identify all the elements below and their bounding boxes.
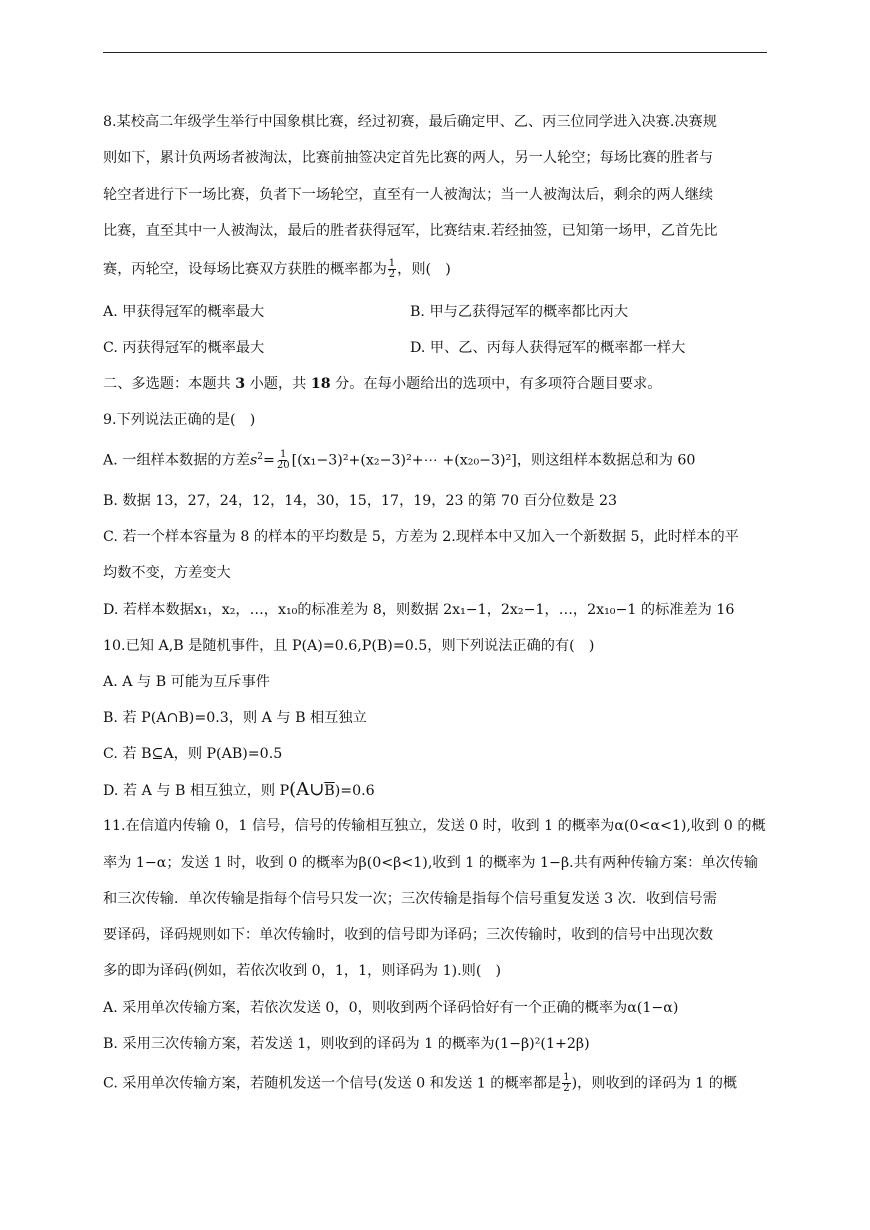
q11-line-4: 要译码，译码规则如下：单次传输时，收到的信号即为译码；三次传输时，收到的信号中出现次数 (103, 927, 714, 943)
q8-option-c: C. 丙获得冠军的概率最大 (103, 340, 265, 356)
q11-option-b: B. 采用三次传输方案，若发送 1，则收到的译码为 1 的概率为(1−β)²(1+2β) (103, 1036, 590, 1052)
q8-line-5-text: 赛，丙轮空，设每场比赛双方获胜的概率都为 (103, 261, 387, 278)
q8-line-1: 8.某校高二年级学生举行中国象棋比赛，经过初赛，最后确定甲、乙、丙三位同学进入决赛.决赛规 (103, 114, 717, 130)
section-2-count: 3 (235, 376, 246, 392)
q9-option-b: B. 数据 13，27，24，12，14，30，15，17，19，23 的第 70 百分位数是 23 (103, 493, 618, 509)
q9-a-tail: ，则这组样本数据总和为 60 (516, 452, 696, 469)
q8-line-5-tail: ，则( ) (397, 261, 451, 278)
q10-d-union: (A∪ (289, 779, 325, 800)
q11-line-5: 多的即为译码(例如，若依次收到 0，1，1，则译码为 1).则( ) (103, 963, 502, 979)
q10-option-b: B. 若 P(A∩B)=0.3，则 A 与 B 相互独立 (103, 710, 367, 726)
q8-option-a: A. 甲获得冠军的概率最大 (103, 304, 265, 320)
q11-c-tail: )，则收到的译码为 1 的概 (571, 1075, 738, 1092)
q11-option-c (103, 1073, 737, 1094)
q8-line-2: 则如下，累计负两场者被淘汰，比赛前抽签决定首先比赛的两人，另一人轮空；每场比赛的胜者与 (103, 150, 714, 166)
q8-frac-den: 2 (388, 269, 396, 280)
q9-option-c-line-1: C. 若一个样本容量为 8 的样本的平均数是 5，方差为 2.现样本中又加入一个新数据 5，此时样本的平 (103, 529, 739, 545)
q8-option-b: B. 甲与乙获得冠军的概率都比丙大 (410, 304, 629, 320)
q9-a-frac-den: 20 (276, 460, 290, 471)
q10-option-a: A. A 与 B 可能为互斥事件 (103, 674, 270, 690)
section-2-points: 18 (310, 376, 331, 392)
q9-option-c-line-2: 均数不变，方差变大 (103, 565, 231, 581)
q10-option-d (103, 780, 375, 801)
q8-line-5 (103, 259, 451, 280)
q10-d-tail: )=0.6 (334, 783, 375, 799)
q9-a-expression: [(x₁−3)²+(x₂−3)²+⋯ +(x₂₀−3)²] (291, 452, 517, 469)
q8-frac-num: 1 (388, 258, 396, 269)
section-2-pre: 二、多选题：本题共 (103, 376, 236, 392)
q11-c-text: C. 采用单次传输方案，若随机发送一个信号(发送 0 和发送 1 的概率都是 (103, 1075, 562, 1092)
q11-line-2: 率为 1−α；发送 1 时，收到 0 的概率为β(0<β<1),收到 1 的概率为 1−β.共有两种传输方案：单次传输 (103, 855, 759, 871)
q9-a-text: A. 一组样本数据的方差 (103, 452, 250, 469)
q10-option-c: C. 若 B⊆A，则 P(AB)=0.5 (103, 746, 283, 762)
q10-d-text: D. 若 A 与 B 相互独立，则 P (103, 783, 290, 799)
q8-line-3: 轮空者进行下一场比赛，负者下一场轮空，直至有一人被淘汰；当一人被淘汰后，剩余的两人继续 (103, 187, 714, 203)
q11-c-frac-num: 1 (563, 1072, 570, 1083)
q9-a-fraction (276, 450, 291, 471)
q11-line-1: 11.在信道内传输 0，1 信号，信号的传输相互独立，发送 0 时，收到 1 的概率为α(0<α<1),收到 0 的概 (103, 818, 766, 834)
q11-c-fraction (562, 1073, 570, 1094)
q11-option-a: A. 采用单次传输方案，若依次发送 0，0，则收到两个译码恰好有一个正确的概率为α(1−α) (103, 1000, 679, 1016)
q8-line-4: 比赛，直至其中一人被淘汰，最后的胜者获得冠军，比赛结束.若经抽签，已知第一场甲，乙首先比 (103, 223, 718, 239)
q9-option-d: D. 若样本数据x₁，x₂，…，x₁₀的标准差为 8，则数据 2x₁−1，2x₂−1，…，2x₁₀−1 的标准差为 16 (103, 602, 735, 618)
q8-fraction (388, 259, 396, 280)
q8-option-d: D. 甲、乙、丙每人获得冠军的概率都一样大 (410, 340, 686, 356)
q9-option-a: A. 一组样本数据的方差$s^2=$ $\frac{1}{20}$ [(x₁−3)²+(x₂−3)²+⋯ +(x₂₀−3)²]，则这组样本数据总和为 60 (103, 449, 696, 471)
q9-stem: 9.下列说法正确的是( ) (103, 412, 256, 428)
q11-c-frac-den: 2 (563, 1083, 570, 1094)
section-2-heading (103, 374, 661, 394)
q10-d-complement: $\overline{B}$ (324, 783, 335, 799)
q9-a-frac-num: 1 (280, 449, 287, 460)
section-2-mid: 小题，共 (245, 376, 311, 392)
header-rule (103, 52, 767, 53)
q10-stem: 10.已知 A,B 是随机事件，且 P(A)=0.6,P(B)=0.5，则下列说法正确的有( ) (103, 638, 595, 654)
q11-line-3: 和三次传输．单次传输是指每个信号只发一次；三次传输是指每个信号重复发送 3 次．收到信号需 (103, 891, 717, 907)
section-2-post: 分。在每小题给出的选项中，有多项符合题目要求。 (330, 376, 662, 392)
